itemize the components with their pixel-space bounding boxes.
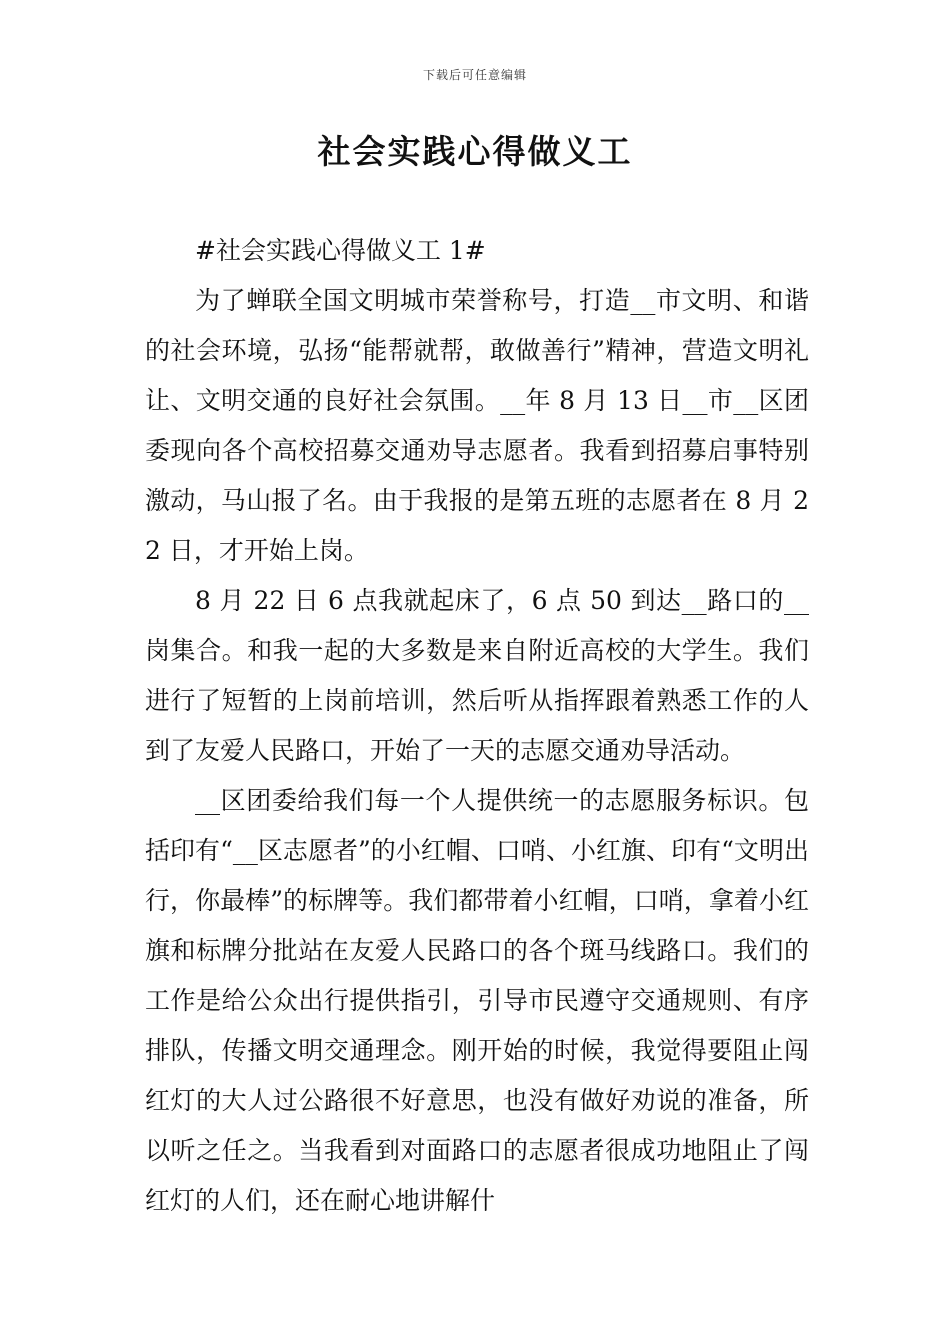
section-heading: #社会实践心得做义工 1# <box>195 236 486 265</box>
document-body <box>145 226 809 1226</box>
document-title: 社会实践心得做义工 <box>317 132 633 171</box>
paragraph-3: __区团委给我们每一个人提供统一的志愿服务标识。包括印有“__区志愿者”的小红帽、口哨、小红旗、印有“文明出行，你最棒”的标牌等。我们都带着小红帽，口哨，拿着小红旗和标牌分批站在友爱人民路口的各个斑马线路口。我们的工作是给公众出行提供指引，引导市民遵守交通规则、有序排队，传播文明交通理念。刚开始的时候，我觉得要阻止闯红灯的大人过公路很不好意思，也没有做好劝说的准备，所以听之任之。当我看到对面路口的志愿者很成功地阻止了闯红灯的人们，还在耐心地讲解什 <box>145 786 809 1215</box>
header-note: 下载后可任意编辑 <box>422 68 527 82</box>
paragraph-1: 为了蝉联全国文明城市荣誉称号，打造__市文明、和谐的社会环境，弘扬“能帮就帮，敢做善行”精神，营造文明礼让、文明交通的良好社会氛围。__年 8 月 13 日__市__区团委现向各个高校招募交通劝导志愿者。我看到招募启事特别激动，马山报了名。由于我报的是第五班的志愿者在 8 月 22 日，才开始上岗。 <box>145 286 809 565</box>
paragraph-2: 8 月 22 日 6 点我就起床了，6 点 50 到达__路口的__岗集合。和我一起的大多数是来自附近高校的大学生。我们进行了短暂的上岗前培训，然后听从指挥跟着熟悉工作的人到了友爱人民路口，开始了一天的志愿交通劝导活动。 <box>145 586 809 765</box>
